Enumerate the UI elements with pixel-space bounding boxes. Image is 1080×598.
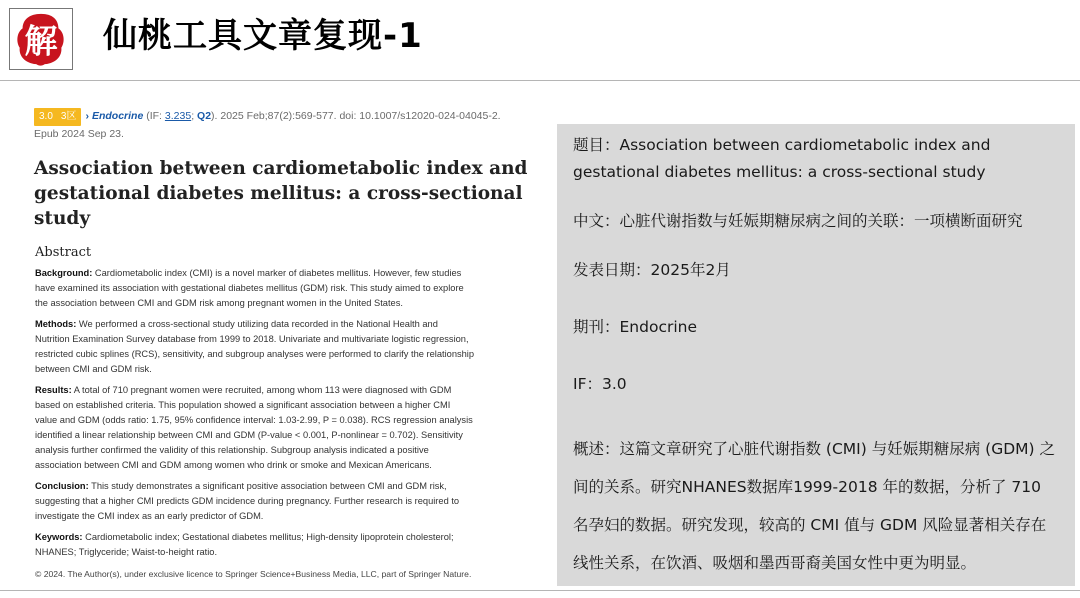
- section-label: Background:: [35, 268, 93, 278]
- section-label: Results:: [35, 385, 72, 395]
- copyright-notice: © 2024. The Author(s), under exclusive licence to Springer Science+Business Media, LLC, part of Springer Nature.: [35, 569, 472, 579]
- quartile: Q2: [197, 110, 212, 122]
- abstract-section-conclusion: [35, 479, 475, 524]
- summary-publish-date: 发表日期：2025年2月: [573, 261, 731, 279]
- if-separator: ;: [191, 110, 198, 122]
- seal-logo-char: 解: [24, 21, 58, 61]
- section-text: This study demonstrates a significant positive association between CMI and GDM risk, suggesting that a higher CMI predicts GDM incidence during pregnancy. Further research is required to investigate the CMI index as an early predictor of GDM.: [35, 481, 460, 521]
- section-text: Cardiometabolic index; Gestational diabetes mellitus; High-density lipoprotein cholesterol; NHANES; Triglyceride; Waist-to-height ratio.: [35, 532, 454, 557]
- summary-impact-factor: IF：3.0: [573, 375, 627, 393]
- header-divider: [0, 80, 1080, 81]
- section-text: We performed a cross-sectional study utilizing data recorded in the National Health and Nutrition Examination Survey database from 1999 to 2018. Univariate and multivariate logistic regression, restricted cubic splines (RCS), sensitivity, and subgroup analyses were performed to clarify the relationship between CMI and GDM risk.: [35, 319, 475, 374]
- seal-logo: [9, 8, 73, 70]
- citation-line: [34, 108, 544, 126]
- summary-journal: 期刊：Endocrine: [573, 318, 698, 336]
- paper-abstract-panel: [34, 108, 544, 579]
- section-label: Conclusion:: [35, 481, 89, 491]
- journal-link[interactable]: Endocrine: [91, 110, 144, 122]
- if-value-link[interactable]: 3.235: [164, 110, 192, 122]
- summary-panel: [557, 124, 1075, 586]
- impact-badge[interactable]: [34, 108, 81, 126]
- badge-zone: 3区: [60, 111, 77, 122]
- citation-tail: ). 2025 Feb;87(2):569-577. doi: 10.1007/s12020-024-04045-2.: [211, 110, 501, 122]
- slide-title: 仙桃工具文章复现-1: [103, 16, 423, 56]
- badge-if: 3.0: [39, 111, 53, 122]
- section-text: Cardiometabolic index (CMI) is a novel marker of diabetes mellitus. However, few studies have examined its association with gestational diabetes mellitus (GDM) risk. This study aimed to explore the association between CMI and GDM risk among pregnant women in the United States.: [35, 268, 464, 308]
- seal-logo-icon: [10, 9, 72, 69]
- abstract-section-methods: [35, 317, 475, 377]
- epub-line: Epub 2024 Sep 23.: [34, 128, 124, 140]
- section-label: Keywords:: [35, 532, 83, 542]
- summary-overview: 概述：这篇文章研究了心脏代谢指数 (CMI) 与妊娠期糖尿病 (GDM) 之间的关系。研究NHANES数据库1999-2018 年的数据，分析了 710 名孕妇的数据。研究发现，较高的 CMI 值与 GDM 风险显著相关存在线性关系，在饮酒、吸烟和墨西哥裔美国女性中更为明显。: [573, 440, 1055, 572]
- section-label: Methods:: [35, 319, 77, 329]
- abstract-heading: Abstract: [35, 245, 92, 260]
- chevron-right-icon[interactable]: ›: [85, 110, 89, 122]
- summary-chinese-title: 中文：心脏代谢指数与妊娠期糖尿病之间的关联：一项横断面研究: [573, 212, 1023, 230]
- if-prefix: (IF:: [143, 110, 165, 122]
- abstract-section-keywords: [35, 530, 475, 560]
- summary-title: 题目：Association between cardiometabolic index and gestational diabetes mellitus: a cross-sectional study: [573, 136, 991, 181]
- section-text: A total of 710 pregnant women were recruited, among whom 113 were diagnosed with GDM based on established criteria. This population showed a significant association between a higher CMI value and GDM (odds ratio: 1.75, 95% confidence interval: 1.03-2.99, P = 0.038). RCS regression analysis identified a linear relationship between CMI and GDM (P-value < 0.001, P-nonlinear = 0.702). Sensitivity analysis further confirmed the validity of this relationship. Subgroup analysis indicated a positive association between CMI and GDM among women who drink or smoke and Mexican Americans.: [35, 385, 473, 470]
- abstract-section-background: [35, 266, 475, 311]
- footer-divider: [0, 590, 1080, 591]
- abstract-section-results: [35, 383, 475, 473]
- paper-title: Association between cardiometabolic index and gestational diabetes mellitus: a cross-sectional study: [34, 158, 528, 229]
